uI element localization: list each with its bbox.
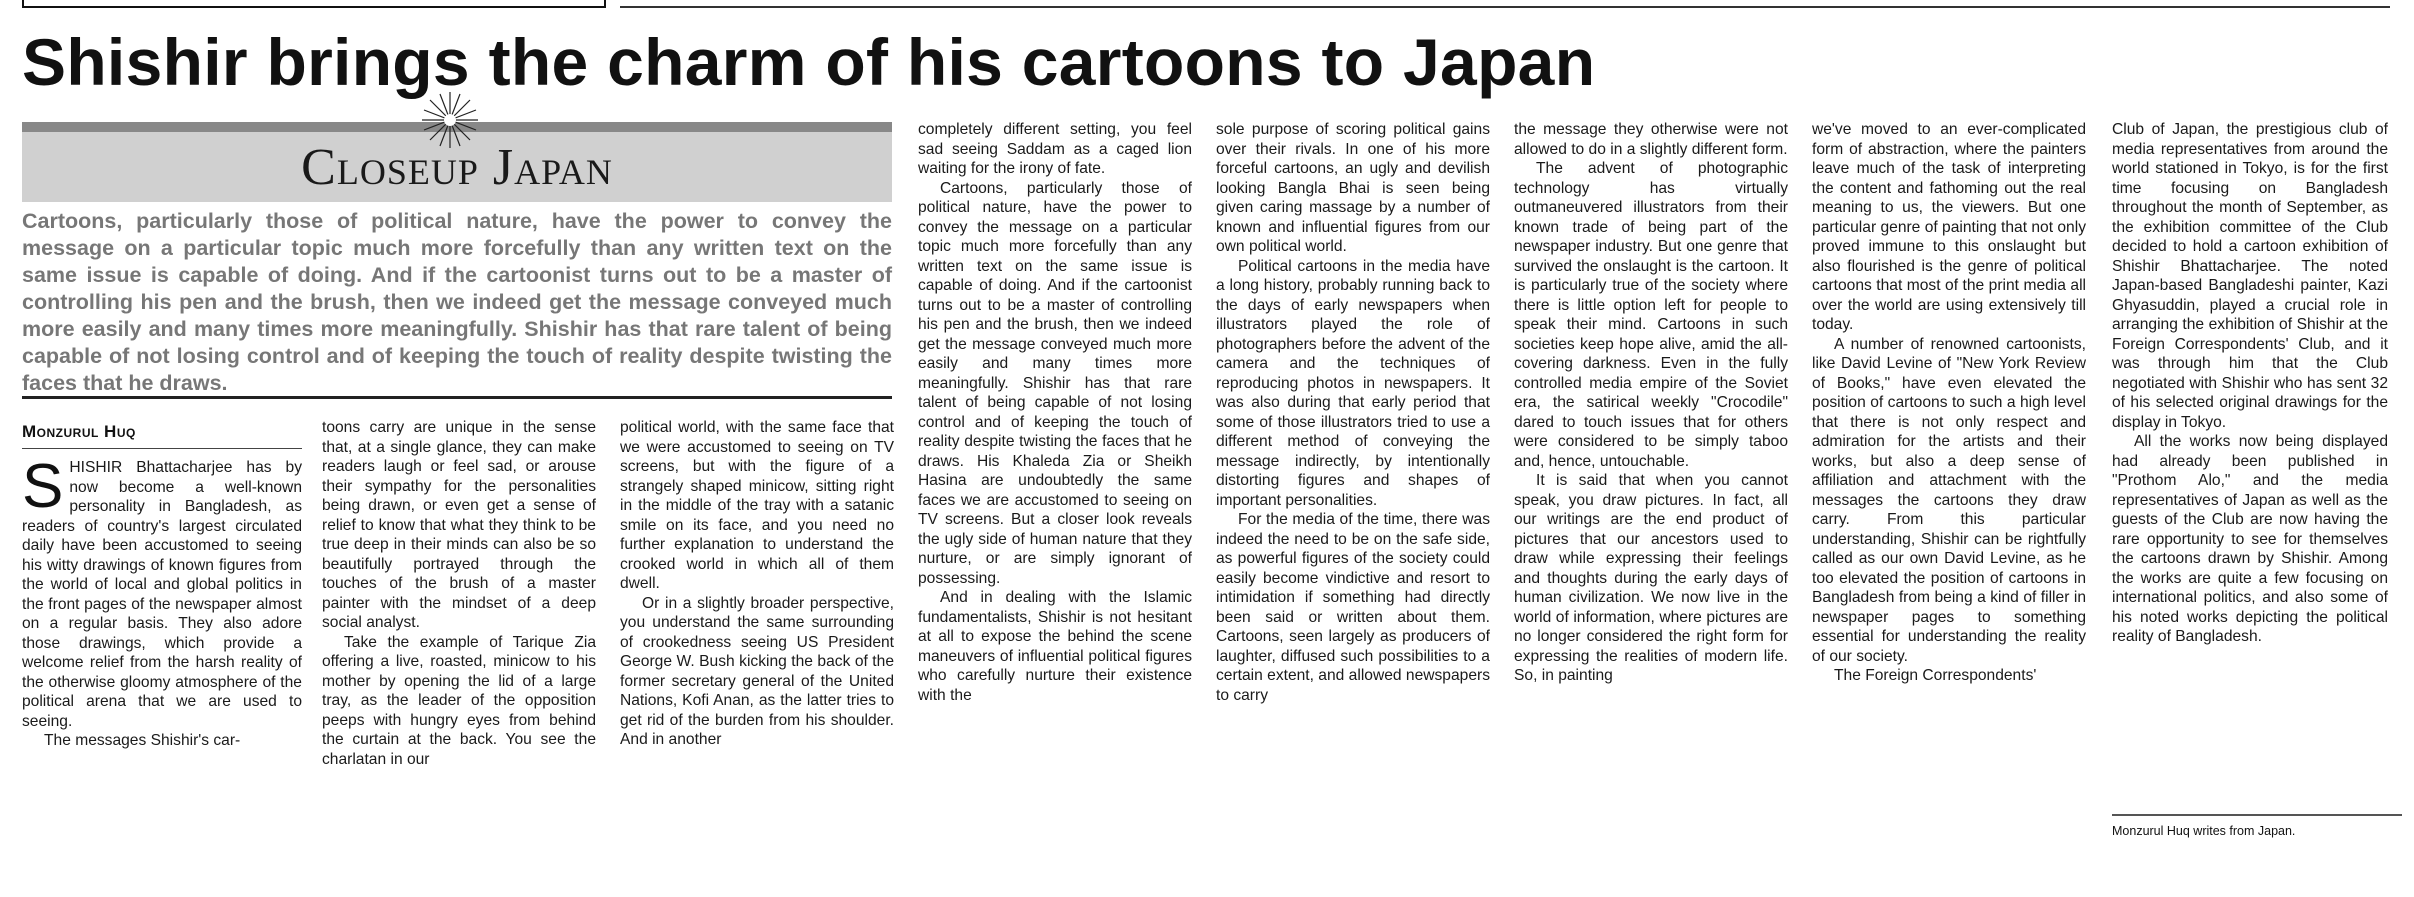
article-column-2 — [322, 418, 596, 769]
paragraph: And in dealing with the Islamic fundamentalists, Shishir is not hesitant at all to expose the behind the scene maneuvers of influential political figures who carefully nurture their existence with the — [918, 589, 1192, 704]
headline: Shishir brings the charm of his cartoons to Japan — [22, 25, 1596, 99]
paragraph: the message they otherwise were not allowed to do in a slightly different form. — [1514, 121, 1788, 158]
top-left-frame — [22, 0, 606, 8]
paragraph: toons carry are unique in the sense that, at a single glance, they can make readers laugh or feel sad, or arouse their sympathy for the personalities being drawn, or even get a sense of relief to know that what they think to be true deep in their minds can also be so beautifully portrayed through the touches of the brush of a master painter with the mindset of a deep social analyst. — [322, 419, 596, 631]
banner-title: Closeup Japan — [301, 139, 613, 196]
paragraph: Club of Japan, the prestigious club of media representatives from around the world stationed in Tokyo, is for the first time focusing on Bangladesh throughout the month of September, as the exhibition committee of the Club decided to hold a cartoon exhibition of Shishir Bhattacharjee. The noted Japan-based Bangladeshi painter, Kazi Ghyasuddin, played a crucial role in arranging the exhibition of Shishir at the Foreign Correspondents' Club, and it was through him that the Club negotiated with Shishir who has sent 32 of his selected original drawings for the display in Tokyo. — [2112, 121, 2388, 431]
paragraph: The messages Shishir's car- — [44, 732, 241, 749]
article-column-5 — [1216, 120, 1490, 705]
author-credit: Monzurul Huq writes from Japan. — [2112, 824, 2296, 838]
paragraph: Or in a slightly broader perspective, you understand the same surrounding of crookedness seeing US President George W. Bush kicking the back of the former secretary general of the United Nations, Kofi Anan, as the latter tries to get rid of the burden from his shoulder. And in another — [620, 594, 894, 748]
byline: Monzurul Huq — [22, 422, 136, 441]
paragraph: political world, with the same face that we were accustomed to seeing on TV screens, but with the figure of a strangely shaped minicow, sitting right in the middle of the tray with a satanic smile on its face, and you need no further explanation to understand the crooked world in which all of them dwell. — [620, 419, 894, 592]
article-column-8 — [2112, 120, 2388, 647]
intro-deck: Cartoons, particularly those of political nature, have the power to convey the message on a particular topic much more forcefully than any written text on the same issue is capable of doing. And if the cartoonist turns out to be a master of controlling his pen and the brush, then we indeed get the message conveyed much more easily and many times more meaningfully. Shishir has that rare talent of being capable of not losing control and of keeping the touch of reality despite twisting the faces that he draws. — [22, 209, 892, 395]
paragraph: sole purpose of scoring political gains over their rivals. In one of his more forceful cartoons, an ugly and devilish looking Bangla Bhai is seen being given caring massage by a number of known and influential figures from our own political world. — [1216, 121, 1490, 255]
paragraph: The advent of photographic technology has virtually outmaneuvered illustrators from their known trade of being part of the newspaper industry. But one genre that survived the onslaught is the cartoon. It is particularly true of the society where there is little option left for people to speak their mind. Cartoons in such societies keep hope alive, amid the all-covering darkness. Even in the fully controlled media empire of the Soviet era, the satirical weekly "Crocodile" dared to touch issues that for others were considered to be simply taboo and, hence, untouchable. — [1514, 160, 1788, 470]
paragraph: Cartoons, particularly those of political nature, have the power to convey the message on a particular topic much more forcefully than any written text on the same issue is capable of doing. And if the cartoonist turns out to be a master of controlling his pen and the brush, then we indeed get the message conveyed much more easily and many times more meaningfully. Shishir has that rare talent of being capable of not losing control and of keeping the touch of reality despite twisting the faces that he draws. His Khaleda Zia or Sheikh Hasina are undoubtedly the same faces we are accustomed to seeing on TV screens. But a closer look reveals the ugly side of human nature that they nurture, or are simply ignorant of possessing. — [918, 179, 1192, 587]
article-column-7 — [1812, 120, 2086, 686]
paragraph: A number of renowned cartoonists, like David Levine of "New York Review of Books," have even elevated the position of cartoons to such a high level that there is not only respect and admiration for the artists and their works, but also a deep sense of affiliation and attachment with the messages the cartoons they draw carry. From this particular understanding, Shishir can be rightfully called as our own David Levine, as he too elevated the position of cartoons in Bangladesh from being a kind of filler in newspaper pages to something essential for understanding the reality of our society. — [1812, 335, 2086, 665]
article-column-1 — [22, 452, 302, 751]
article-column-4 — [918, 120, 1192, 705]
credit-rule — [2112, 814, 2402, 816]
paragraph: All the works now being displayed had already been published in "Prothom Alo," and the media representatives of Japan as well as the guests of the Club are now having the rare opportunity to see for themselves the cartoons drawn by Shishir. Among the works are quite a few focusing on international politics, and also some of his noted works depicting the political reality of Bangladesh. — [2112, 433, 2388, 645]
starburst-icon — [420, 90, 480, 150]
paragraph: completely different setting, you feel sad seeing Saddam as a caged lion waiting for the irony of fate. — [918, 121, 1192, 177]
article-column-6 — [1514, 120, 1788, 686]
intro-rule — [22, 396, 892, 399]
paragraph: It is said that when you cannot speak, you draw pictures. In fact, all our writings are the end product of pictures that our ancestors used to draw while expressing their feelings and thoughts during the early days of human civilization. We now live in the world of information, where pictures are no longer considered the right form for expressing the realities of modern life. So, in painting — [1514, 472, 1788, 684]
article-column-3 — [620, 418, 894, 750]
paragraph: we've moved to an ever-complicated form of abstraction, where the painters leave much of the task of interpreting the content and fathoming out the real meaning to us, the viewers. But one particular genre of painting that not only proved immune to this onslaught but also flourished is the genre of political cartoons that most of the print media all over the world are using extensively till today. — [1812, 121, 2086, 333]
drop-cap: S — [22, 452, 64, 521]
paragraph: Take the example of Tarique Zia offering a live, roasted, minicow to his mother by opening the lid of a large tray, as the leader of the opposition peeps with hungry eyes from behind the curtain at the back. You see the charlatan in our — [322, 633, 596, 768]
byline-rule — [22, 448, 302, 449]
paragraph: The Foreign Correspondents' — [1834, 667, 2037, 684]
paragraph: HISHIR Bhattacharjee has by now become a well-known personality in Bangladesh, as readers of country's largest circulated daily have been accustomed to seeing his witty drawings of known figures from the world of local and global politics in the front pages of the newspaper almost on a regular basis. They also adore those drawings, which provide a welcome relief from the harsh reality of the otherwise gloomy atmosphere of the political arena that we are used to seeing. — [22, 459, 302, 730]
paragraph: For the media of the time, there was indeed the need to be on the safe side, as powerful figures of the society could easily become vindictive and resort to intimidation if something had directly been said or written about them. Cartoons, seen largely as producers of laughter, diffused such possibilities to a certain extent, and allowed newspapers to carry — [1216, 511, 1490, 704]
top-rule — [620, 6, 2390, 8]
paragraph: Political cartoons in the media have a long history, probably running back to the days of early newspapers when illustrators played the role of photographers before the advent of the camera and the techniques of reproducing photos in newspapers. It was also during that early period that some of those illustrators tried to use a different method of conveying the message indirectly, by intentionally distorting figures and shapes of important personalities. — [1216, 257, 1490, 509]
